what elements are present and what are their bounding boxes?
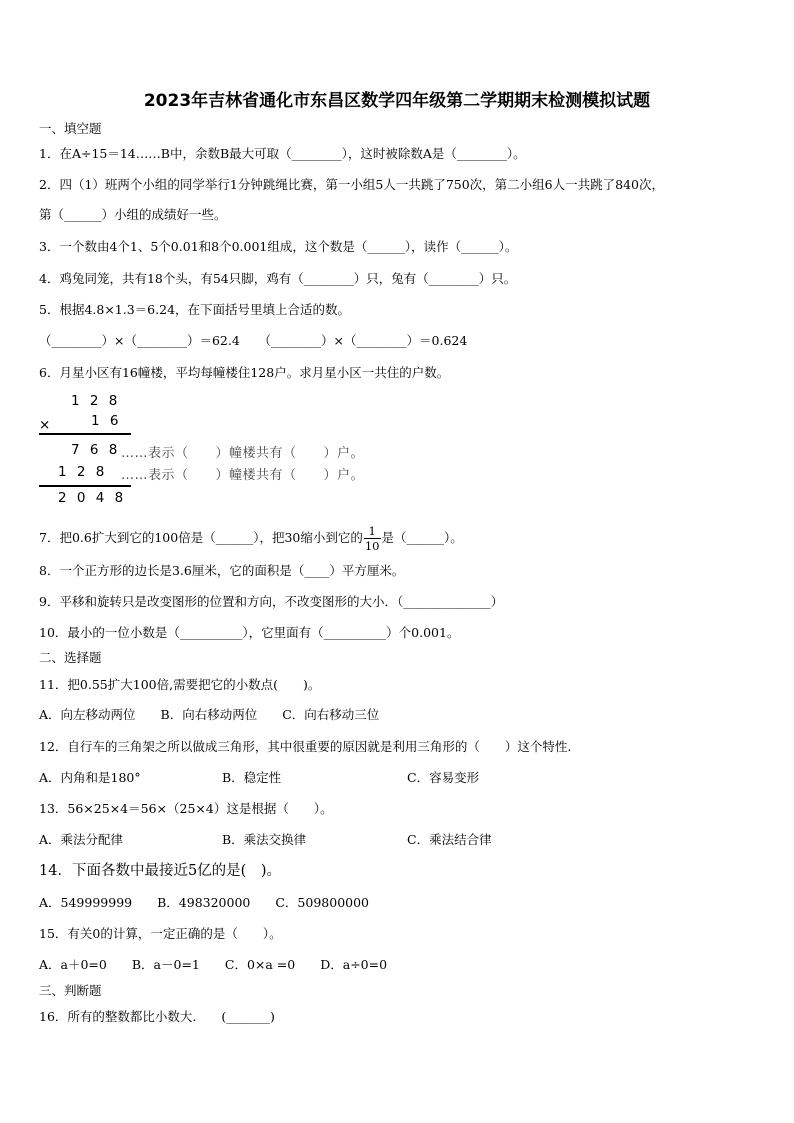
question-2-line1: 2．四（1）班两个小组的同学举行1分钟跳绳比赛，第一小组5人一共跳了750次，第二小组6人一共跳了840次， (39, 177, 664, 192)
question-13: 13．56×25×4＝56×（25×4）这是根据（ ）。 (39, 801, 333, 816)
question-15-options: A．a＋0=0 B．a－0=1 C．0×a =0 D．a÷0=0 (39, 957, 388, 972)
question-4: 4．鸡兔同笼，共有18个头，有54只脚，鸡有（________）只，兔有（________）只。 (39, 271, 517, 286)
question-14: 14．下面各数中最接近5亿的是( )。 (39, 863, 281, 879)
section-fill-in: 一、填空题 (39, 121, 102, 136)
question-7 (39, 524, 463, 553)
question-6: 6．月星小区有16幢楼，平均每幢楼住128户。求月星小区一共住的户数。 (39, 365, 450, 380)
question-9: 9．平移和旋转只是改变图形的位置和方向，不改变图形的大小．（______________） (39, 594, 504, 609)
page-title: 2023年吉林省通化市东昌区数学四年级第二学期期末检测模拟试题 (143, 91, 651, 111)
mult-top: 1 2 8 (71, 393, 121, 409)
mult-note-2: ……表示（ ）幢楼共有（ ）户。 (121, 468, 365, 483)
question-11-options: A．向左移动两位 B．向右移动两位 C．向右移动三位 (39, 707, 380, 722)
mult-result: 2 0 4 8 (58, 490, 127, 506)
question-7-part1: 7．把0.6扩大到它的100倍是（______），把30缩小到它的 (39, 530, 363, 545)
question-13-option-c: C．乘法结合律 (407, 832, 492, 847)
question-12: 12．自行车的三角架之所以做成三角形，其中很重要的原因就是利用三角形的（ ）这个特性. (39, 739, 572, 754)
fraction-one-tenth (364, 524, 381, 553)
question-13-option-b: B．乘法交换律 (222, 832, 307, 847)
mult-partial-1: 7 6 8 (71, 442, 121, 458)
question-3: 3．一个数由4个1、5个0.01和8个0.001组成，这个数是（______），读作（______）。 (39, 239, 518, 254)
mult-partial-2: 1 2 8 (58, 464, 108, 480)
section-choice: 二、选择题 (39, 650, 102, 665)
question-5: 5．根据4.8×1.3＝6.24，在下面括号里填上合适的数。 (39, 302, 351, 317)
mult-rule-1 (39, 433, 131, 435)
question-10: 10．最小的一位小数是（__________），它里面有（__________）个0.001。 (39, 625, 460, 640)
question-5-blanks: （________）×（________）＝62.4 （________）×（________）＝0.624 (39, 333, 468, 348)
question-12-option-b: B．稳定性 (222, 770, 282, 785)
mult-sign: × (39, 417, 54, 433)
multiplication-workings (39, 393, 419, 513)
mult-rule-2 (39, 485, 131, 487)
question-11: 11．把0.55扩大100倍,需要把它的小数点( )。 (39, 677, 321, 692)
fraction-numerator: 1 (364, 524, 381, 539)
section-judge: 三、判断题 (39, 983, 102, 998)
question-2-line2: 第（______）小组的成绩好一些。 (39, 207, 227, 222)
fraction-denominator: 10 (364, 539, 380, 553)
mult-note-1: ……表示（ ）幢楼共有（ ）户。 (121, 446, 365, 461)
question-8: 8．一个正方形的边长是3.6厘米，它的面积是（____）平方厘米。 (39, 563, 405, 578)
mult-multiplier: 1 6 (91, 413, 122, 429)
question-15: 15．有关0的计算，一定正确的是（ ）。 (39, 926, 282, 941)
question-13-option-a: A．乘法分配律 (39, 832, 124, 847)
question-16: 16．所有的整数都比小数大. (_______) (39, 1009, 275, 1024)
question-14-options: A．549999999 B．498320000 C．509800000 (39, 895, 370, 910)
question-7-part2: 是（______）。 (381, 530, 463, 545)
question-1: 1．在A÷15＝14……B中，余数B最大可取（________），这时被除数A是（________）。 (39, 146, 526, 161)
question-12-option-c: C．容易变形 (407, 770, 480, 785)
question-12-option-a: A．内角和是180° (39, 770, 141, 785)
